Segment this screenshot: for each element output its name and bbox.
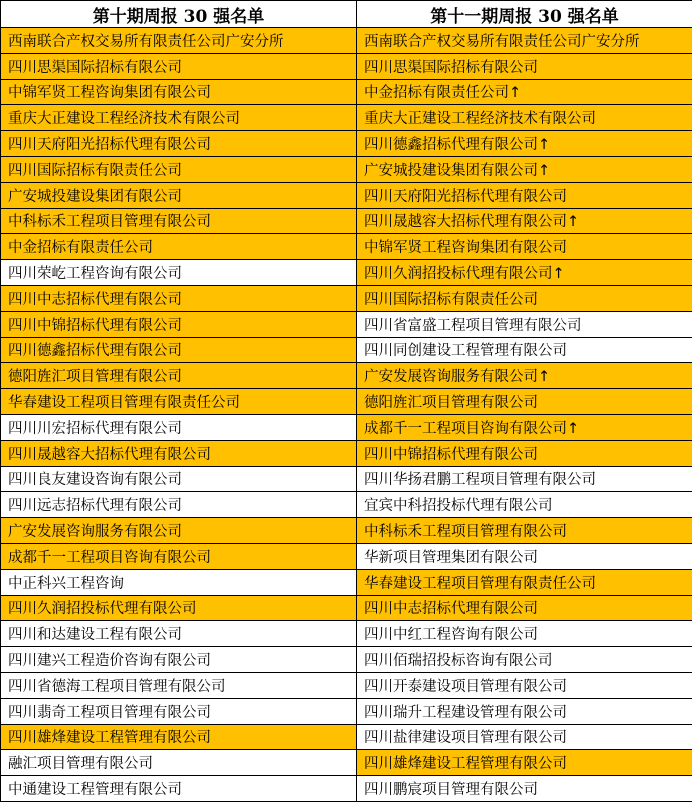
week-11-company-cell: 四川佰瑞招投标咨询有限公司 <box>357 647 692 673</box>
week-11-company-cell: 四川思渠国际招标有限公司 <box>357 53 692 79</box>
table-row <box>1 105 692 131</box>
week-11-company-cell: 四川中红工程咨询有限公司 <box>357 621 692 647</box>
week-11-company-cell: 四川同创建设工程管理有限公司 <box>357 337 692 363</box>
table-header <box>1 1 692 28</box>
week-11-company-cell: 四川省富盛工程项目管理有限公司 <box>357 311 692 337</box>
table-row <box>1 208 692 234</box>
week-10-company-cell: 华春建设工程项目管理有限责任公司 <box>1 389 357 415</box>
table-row <box>1 750 692 776</box>
week-11-company-cell: 四川雄烽建设工程管理有限公司 <box>357 750 692 776</box>
table-row <box>1 672 692 698</box>
table-row <box>1 414 692 440</box>
week-11-company-cell: 中锦军贤工程咨询集团有限公司 <box>357 234 692 260</box>
week-11-company-cell: 四川瑞升工程建设管理有限公司 <box>357 698 692 724</box>
week-11-company-cell: 四川晟越容大招标代理有限公司↑ <box>357 208 692 234</box>
table-row <box>1 518 692 544</box>
table-row <box>1 466 692 492</box>
week-10-company-cell: 融汇项目管理有限公司 <box>1 750 357 776</box>
week-10-company-cell: 广安城投建设集团有限公司 <box>1 182 357 208</box>
week-10-company-cell: 四川雄烽建设工程管理有限公司 <box>1 724 357 750</box>
table-row <box>1 337 692 363</box>
week-10-company-cell: 四川良友建设咨询有限公司 <box>1 466 357 492</box>
table-row <box>1 156 692 182</box>
week-10-company-cell: 四川中锦招标代理有限公司 <box>1 311 357 337</box>
week-10-company-cell: 广安发展咨询服务有限公司 <box>1 518 357 544</box>
week-10-company-cell: 四川远志招标代理有限公司 <box>1 492 357 518</box>
table-row <box>1 569 692 595</box>
table-row <box>1 285 692 311</box>
table-row <box>1 131 692 157</box>
week-11-company-cell: 四川中志招标代理有限公司 <box>357 595 692 621</box>
week-11-company-cell: 四川华扬君鹏工程项目管理有限公司 <box>357 466 692 492</box>
week-11-company-cell: 宜宾中科招投标代理有限公司 <box>357 492 692 518</box>
table-row <box>1 647 692 673</box>
week-11-company-cell: 华春建设工程项目管理有限责任公司 <box>357 569 692 595</box>
header-row <box>1 1 692 28</box>
table-row <box>1 724 692 750</box>
week-10-company-cell: 四川德鑫招标代理有限公司 <box>1 337 357 363</box>
week-11-company-cell: 四川天府阳光招标代理有限公司 <box>357 182 692 208</box>
week-10-company-cell: 四川久润招投标代理有限公司 <box>1 595 357 621</box>
week-10-company-cell: 四川思渠国际招标有限公司 <box>1 53 357 79</box>
table-row <box>1 28 692 54</box>
table-row <box>1 492 692 518</box>
week-10-company-cell: 四川和达建设工程有限公司 <box>1 621 357 647</box>
week-11-company-cell: 重庆大正建设工程经济技术有限公司 <box>357 105 692 131</box>
table-row <box>1 182 692 208</box>
week-11-company-cell: 四川国际招标有限责任公司 <box>357 285 692 311</box>
week-11-company-cell: 四川鹏宸项目管理有限公司 <box>357 776 692 802</box>
table-row <box>1 440 692 466</box>
week-11-company-cell: 德阳旌汇项目管理有限公司 <box>357 389 692 415</box>
week-10-company-cell: 重庆大正建设工程经济技术有限公司 <box>1 105 357 131</box>
header-week-10: 第十期周报 30 强名单 <box>1 1 357 28</box>
week-10-company-cell: 四川翡奇工程项目管理有限公司 <box>1 698 357 724</box>
table-row <box>1 311 692 337</box>
week-10-company-cell: 四川中志招标代理有限公司 <box>1 285 357 311</box>
week-11-company-cell: 华新项目管理集团有限公司 <box>357 543 692 569</box>
table-row <box>1 698 692 724</box>
week-10-company-cell: 中锦军贤工程咨询集团有限公司 <box>1 79 357 105</box>
week-10-company-cell: 四川省德海工程项目管理有限公司 <box>1 672 357 698</box>
table-row <box>1 595 692 621</box>
week-10-company-cell: 四川天府阳光招标代理有限公司 <box>1 131 357 157</box>
week-11-company-cell: 中科标禾工程项目管理有限公司 <box>357 518 692 544</box>
table-row <box>1 260 692 286</box>
week-10-company-cell: 四川荣屹工程咨询有限公司 <box>1 260 357 286</box>
week-10-company-cell: 四川国际招标有限责任公司 <box>1 156 357 182</box>
table-row <box>1 543 692 569</box>
week-10-company-cell: 中金招标有限责任公司 <box>1 234 357 260</box>
week-10-company-cell: 德阳旌汇项目管理有限公司 <box>1 363 357 389</box>
week-10-company-cell: 中通建设工程管理有限公司 <box>1 776 357 802</box>
week-11-company-cell: 四川盐律建设项目管理有限公司 <box>357 724 692 750</box>
table-row <box>1 53 692 79</box>
week-10-company-cell: 中正科兴工程咨询 <box>1 569 357 595</box>
header-week-11: 第十一期周报 30 强名单 <box>357 1 692 28</box>
table-row <box>1 234 692 260</box>
week-11-company-cell: 四川德鑫招标代理有限公司↑ <box>357 131 692 157</box>
week-10-company-cell: 中科标禾工程项目管理有限公司 <box>1 208 357 234</box>
table-row <box>1 389 692 415</box>
table-row <box>1 79 692 105</box>
week-11-company-cell: 四川中锦招标代理有限公司 <box>357 440 692 466</box>
week-11-company-cell: 成都千一工程项目咨询有限公司↑ <box>357 414 692 440</box>
week-11-company-cell: 广安城投建设集团有限公司↑ <box>357 156 692 182</box>
table-row <box>1 621 692 647</box>
table-row <box>1 363 692 389</box>
week-11-company-cell: 四川开泰建设项目管理有限公司 <box>357 672 692 698</box>
week-10-company-cell: 成都千一工程项目咨询有限公司 <box>1 543 357 569</box>
week-10-company-cell: 四川建兴工程造价咨询有限公司 <box>1 647 357 673</box>
week-11-company-cell: 广安发展咨询服务有限公司↑ <box>357 363 692 389</box>
week-10-company-cell: 四川川宏招标代理有限公司 <box>1 414 357 440</box>
week-11-company-cell: 西南联合产权交易所有限责任公司广安分所 <box>357 28 692 54</box>
table-row <box>1 776 692 802</box>
week-10-company-cell: 四川晟越容大招标代理有限公司 <box>1 440 357 466</box>
week-11-company-cell: 四川久润招投标代理有限公司↑ <box>357 260 692 286</box>
week-11-company-cell: 中金招标有限责任公司↑ <box>357 79 692 105</box>
week-10-company-cell: 西南联合产权交易所有限责任公司广安分所 <box>1 28 357 54</box>
table-body <box>1 28 692 802</box>
